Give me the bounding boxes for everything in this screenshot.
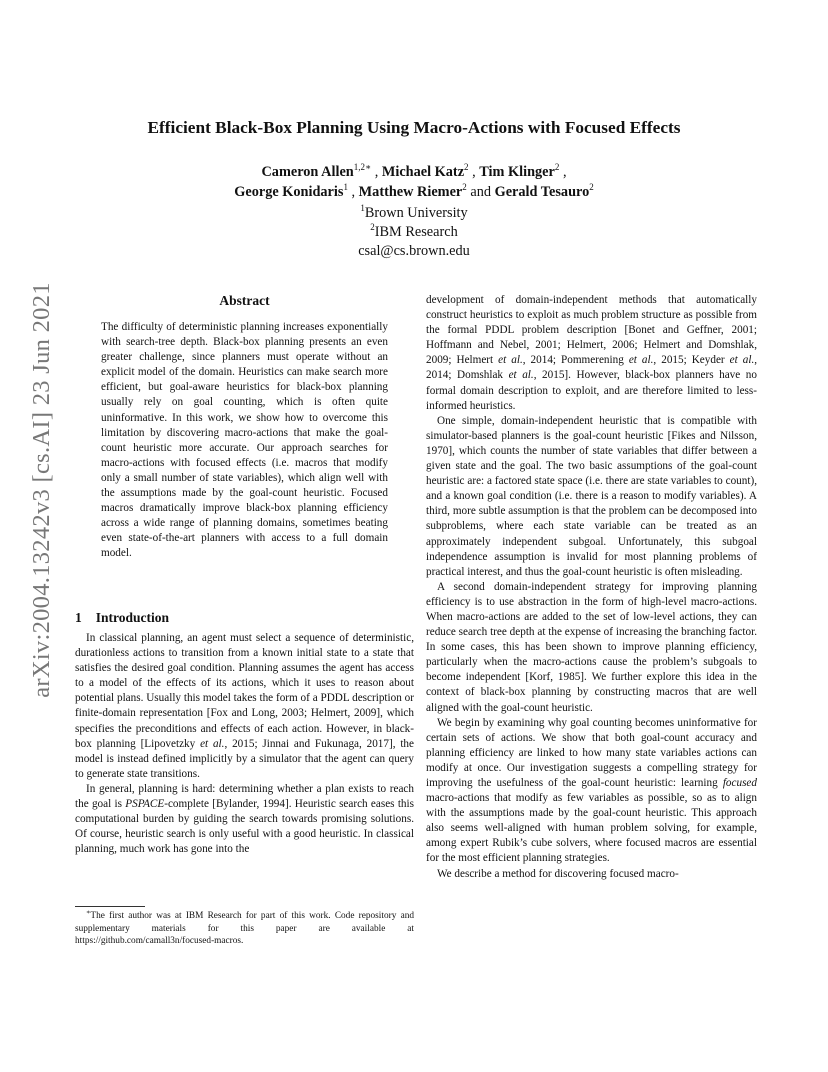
body-paragraph: A second domain-independent strategy for improving planning efficiency is to use abstraction in the form of high-level macro-actions. When macro-actions are added to the set of low-level actions, they can reduce search tree depth at the expense of increasing the branching factor. In some cases, this has been shown to improve planning efficiency, particularly when the macro-actions cause the problem’s subgoals to become independent [Korf, 1985]. We further explore this idea in the context of black-box planning by constructing macros that are well aligned with the goal-count heuristic. xyxy=(426,580,757,714)
author-name: George Konidaris xyxy=(234,184,344,200)
author-conjunction: and xyxy=(470,184,492,200)
right-column-body xyxy=(426,293,757,882)
body-paragraph: development of domain-independent methods that automatically construct heuristics to exploit as much problem structure as possible from the formal PDDL problem description [Bonet and Geffner, 2001; Hoffmann and Nebel, 2001; Helmert, 2006; Helmert and Domshlak, 2009; Helmert et al., 2014; Pommerening et al., 2015; Keyder et al., 2014; Domshlak et al., 2015]. However, black-box planners have no formal domain description to exploit, and are therefore limited to less-informed heuristics. xyxy=(426,294,758,412)
affiliation-mark: 1 xyxy=(360,203,365,214)
body-paragraph: We begin by examining why goal counting becomes uninformative for certain sets of actions. We show that both goal-count accuracy and planning efficiency are linked to how many state variables actions can modify at once. Our investigation suggests a compelling strategy for improving the usefulness of the goal-count heuristic: learning focused macro-actions that modify as few variables as possible, so as to align with the assumptions made by the goal-count heuristic. This approach also seems well-aligned with human problem solving, for example, among expert Rubik’s cube solvers, where focused macros are essential for the most efficient planning strategies. xyxy=(426,716,757,865)
author-name: Gerald Tesauro xyxy=(494,184,590,200)
author-line-1: Cameron Allen$^{1,2∗}$ , Michael Katz$^2$ , Tim Klinger$^2$ , xyxy=(261,162,567,180)
footnote-text: ∗The first author was at IBM Research for part of this work. Code repository and supplementary materials for this paper are available at https://github.com/camall3n/focused-macros. xyxy=(75,908,414,947)
footnote-rule xyxy=(75,906,145,907)
arxiv-sidebar xyxy=(22,282,62,698)
affiliation-line xyxy=(60,223,768,242)
section-heading-introduction xyxy=(75,610,169,626)
body-paragraph: We describe a method for discovering focused macro- xyxy=(437,867,679,880)
body-paragraph: One simple, domain-independent heuristic that is compatible with simulator-based planners is the goal-count heuristic [Fikes and Nilsson, 1970], which counts the number of state variables that differ between a given state and the goal. The two basic assumptions of the goal-count heuristic are: a factored state space (i.e. there are state variables to count), and a known goal condition (i.e. there is a reason to modify variables). A third, more subtle assumption is that the problem can be decomposed into subproblems, where each state variable can be treated as an approximately independent subgoal. Unfortunately, this subgoal independence assumption is invalid for most planning problems of practical interest, and thus the goal-count heuristic is often misleading. xyxy=(426,414,757,578)
section-number: 1 xyxy=(75,610,82,625)
footnote xyxy=(75,910,414,948)
paper-title: Efficient Black-Box Planning Using Macro-Actions with Focused Effects xyxy=(147,118,681,137)
left-column-body xyxy=(75,631,414,857)
author-name: Michael Katz xyxy=(381,164,465,180)
abstract-heading: Abstract xyxy=(219,293,270,308)
abstract-text: The difficulty of deterministic planning increases exponentially with search-tree depth. Black-box planning presents an even greater challenge, since planners must operate without an explicit model of the domain. Heuristics can make search more efficient, but goal-aware heuristics for black-box planning usually rely on goal counting, which is often quite uninformative. In this work, we show how to overcome this limitation by discovering macro-actions that make the goal-count heuristic more accurate. Our approach searches for macro-actions with focused effects (i.e. macros that modify only a small number of state variables), which align well with the assumptions made by the goal-count heuristic. Focused macros dramatically improve black-box planning efficiency across a wide range of planning domains, sometimes beating even state-of-the-art planners with access to a full domain model. xyxy=(101,321,388,560)
author-list xyxy=(60,162,768,202)
affiliation-name: IBM Research xyxy=(374,224,458,240)
affiliation-name: Brown University xyxy=(364,205,468,221)
author-affiliation-mark: 2 xyxy=(464,162,469,173)
author-name: Cameron Allen xyxy=(261,164,354,180)
author-name: Tim Klinger xyxy=(479,164,555,180)
intro-paragraph: In classical planning, an agent must select a sequence of deterministic, durationless actions to transition from a known initial state to a state that satisfies the desired goal condition. Planning assumes the agent has access to a model of the effects of its actions, which it uses to reason about potential plans. Usually this model takes the form of a PDDL description or finite-domain representation [Fox and Long, 2003; Helmert, 2009], which specifies the preconditions and effects of each action. However, in black-box planning [Lipovetzky et al., 2015; Jinnai and Fukunaga, 2017], the model is instead defined implicitly by a simulator that the agent can query to generate state transitions. xyxy=(75,632,414,780)
author-affiliation-mark: 2 xyxy=(589,182,594,193)
author-affiliation-mark: 2 xyxy=(462,182,467,193)
affiliations xyxy=(60,204,768,261)
contact-email: csal@cs.brown.edu xyxy=(358,243,470,259)
affiliation-mark: 2 xyxy=(370,222,375,233)
author-affiliation-mark: 1,2∗ xyxy=(353,162,372,173)
footnote-mark: ∗ xyxy=(86,908,91,916)
abstract-body xyxy=(101,320,388,562)
author-affiliation-mark: 2 xyxy=(554,162,560,173)
section-title: Introduction xyxy=(95,610,170,625)
arxiv-identifier: arXiv:2004.13242v3 [cs.AI] 23 Jun 2021 xyxy=(28,282,55,698)
author-name: Matthew Riemer xyxy=(358,184,463,200)
author-affiliation-mark: 1 xyxy=(343,182,348,193)
intro-paragraph: In general, planning is hard: determining whether a plan exists to reach the goal is PSPACE-complete [Bylander, 1994]. Heuristic search eases this computational burden by guiding the search towards promising solutions. Of course, heuristic search is only useful with a good heuristic. In classical planning, much work has gone into the xyxy=(75,782,414,856)
author-line-2: George Konidaris$^1$ , Matthew Riemer$^2$ and Gerald Tesauro$^2$ xyxy=(234,182,594,200)
affiliation-line xyxy=(60,204,768,223)
